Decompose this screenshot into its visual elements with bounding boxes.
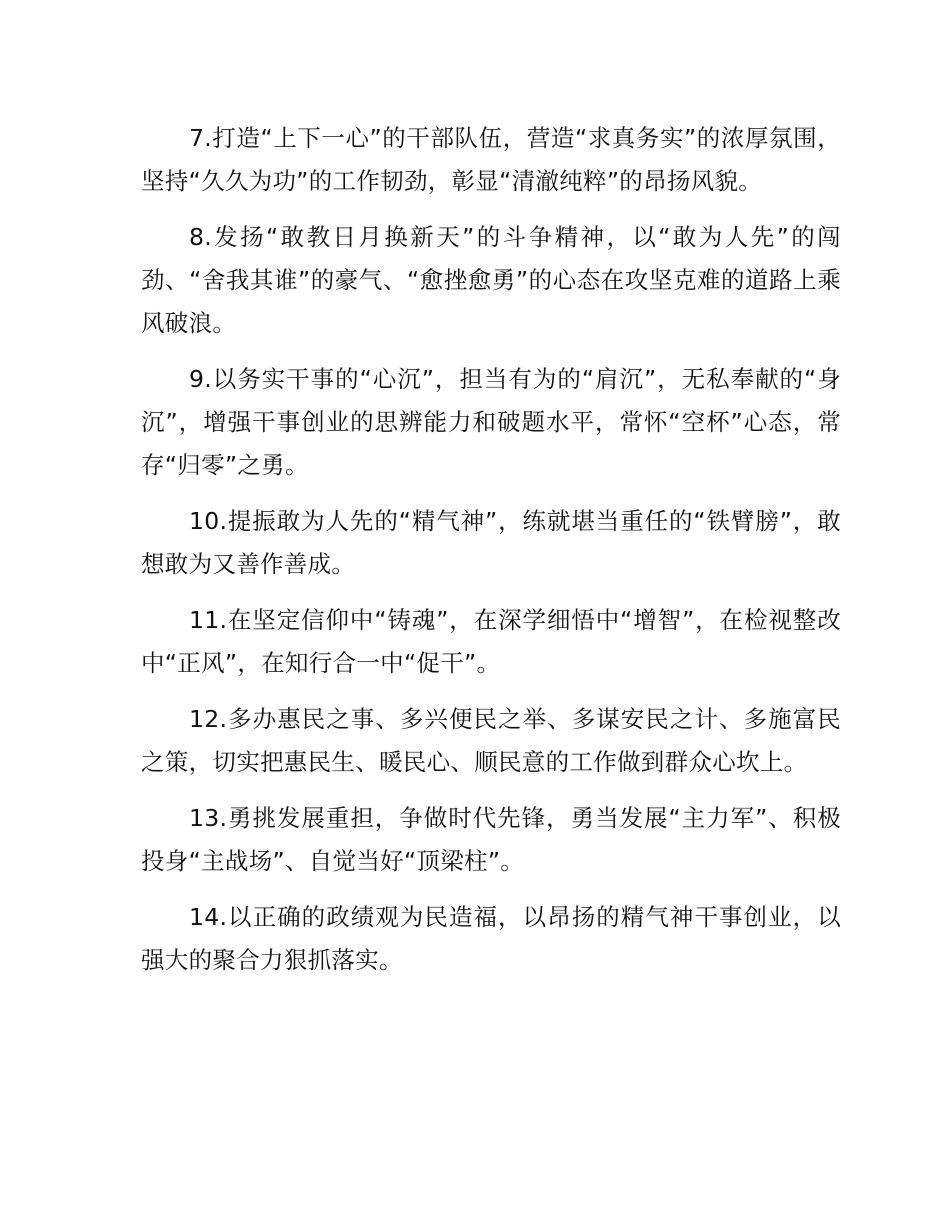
paragraph-10: 10.提振敢为人先的“精气神”，练就堪当重任的“铁臂膀”，敢想敢为又善作善成。 [141, 507, 841, 578]
paragraph-8: 8.发扬“敢教日月换新天”的斗争精神，以“敢为人先”的闯劲、“舍我其谁”的豪气、“愈挫愈勇”的心态在攻坚克难的道路上乘风破浪。 [141, 223, 841, 337]
paragraph-12: 12.多办惠民之事、多兴便民之举、多谋安民之计、多施富民之策，切实把惠民生、暖民心、顺民意的工作做到群众心坎上。 [141, 705, 841, 776]
paragraph-7: 7.打造“上下一心”的干部队伍，营造“求真务实”的浓厚氛围，坚持“久久为功”的工作韧劲，彰显“清澈纯粹”的昂扬风貌。 [141, 124, 841, 195]
paragraph-13: 13.勇挑发展重担，争做时代先锋，勇当发展“主力军”、积极投身“主战场”、自觉当好“顶梁柱”。 [141, 804, 841, 875]
document-body [141, 117, 841, 995]
paragraph-11: 11.在坚定信仰中“铸魂”，在深学细悟中“增智”，在检视整改中“正风”，在知行合一中“促干”。 [141, 606, 841, 677]
paragraph-9: 9.以务实干事的“心沉”，担当有为的“肩沉”，无私奉献的“身沉”，增强干事创业的思辨能力和破题水平，常怀“空杯”心态，常存“归零”之勇。 [141, 365, 841, 479]
paragraph-14: 14.以正确的政绩观为民造福，以昂扬的精气神干事创业，以强大的聚合力狠抓落实。 [141, 903, 841, 974]
